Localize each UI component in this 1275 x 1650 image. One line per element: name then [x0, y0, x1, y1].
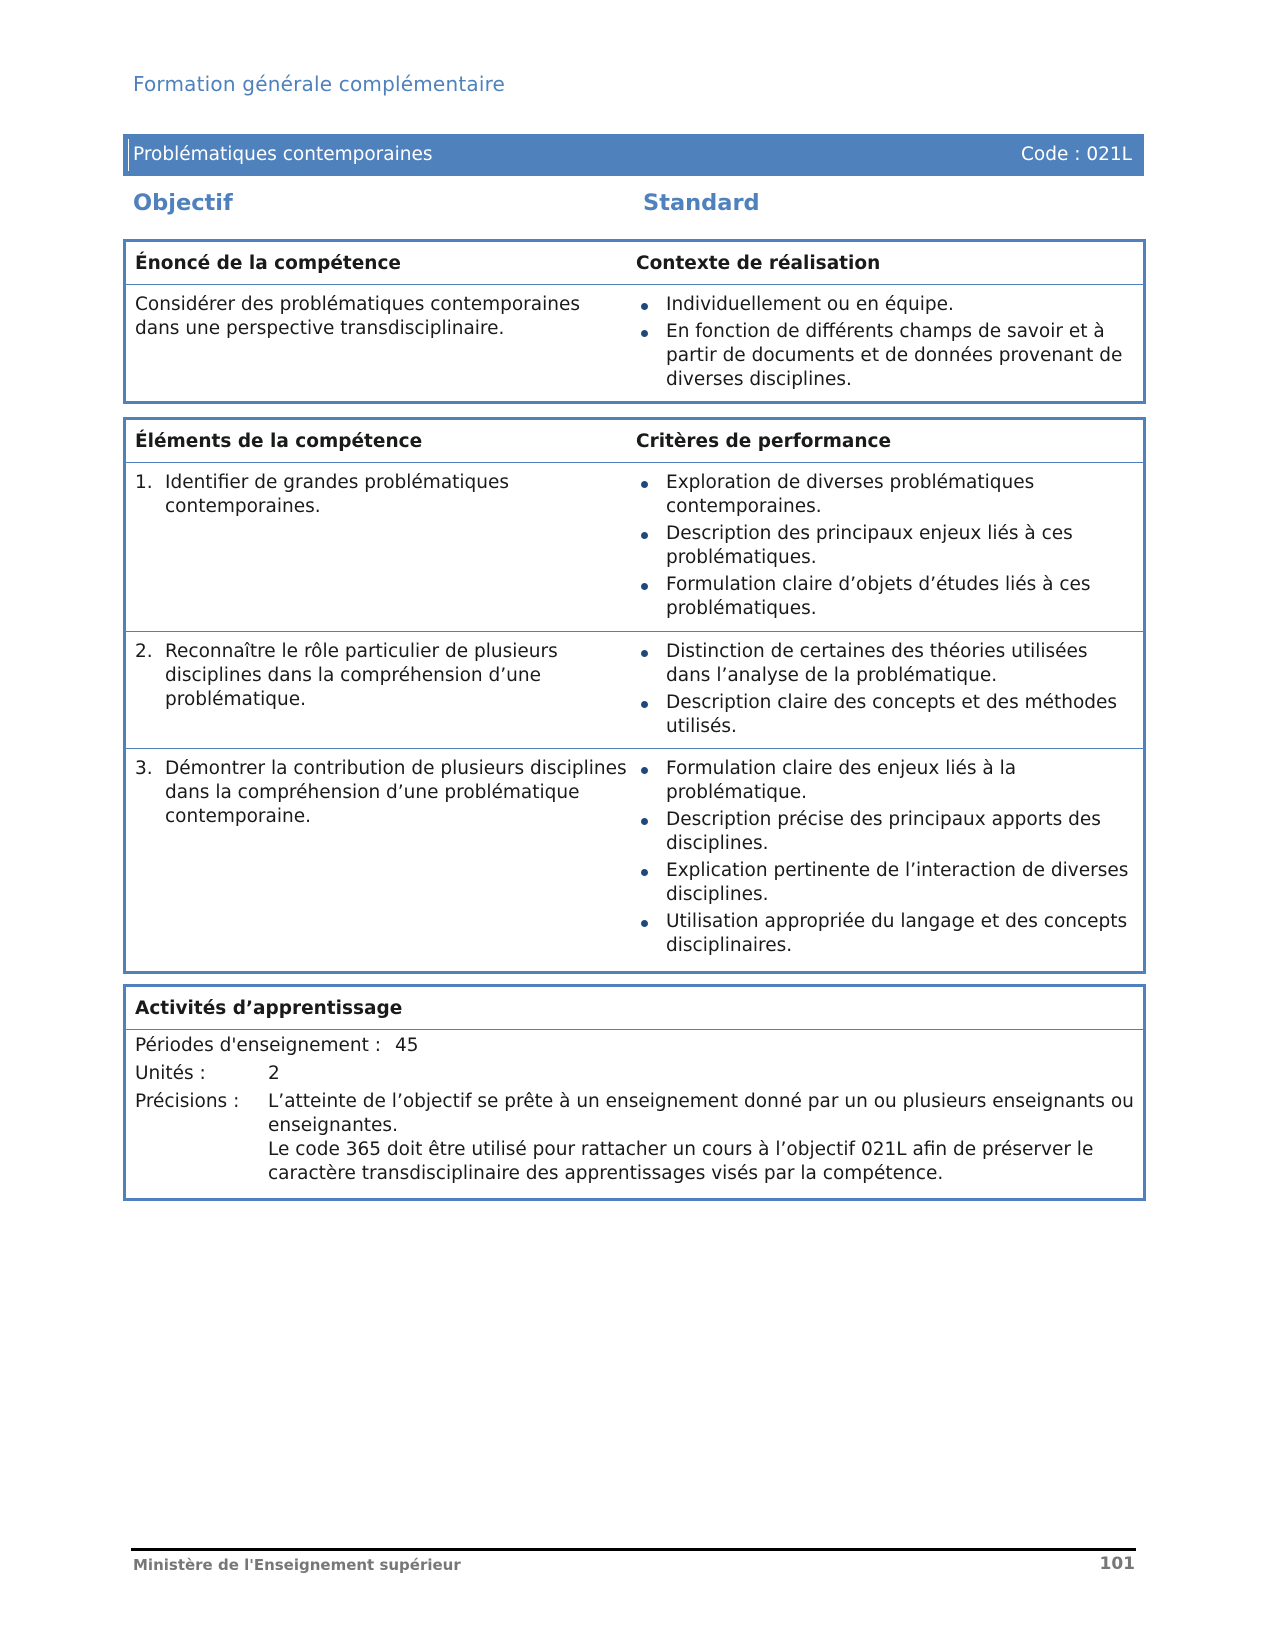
list-item: Formulation claire des enjeux liés à la problématique.	[636, 757, 1133, 805]
criteria-list	[636, 471, 1133, 621]
criteria-header: Critères de performance	[636, 430, 892, 452]
units-value: 2	[268, 1063, 280, 1084]
element-item	[135, 471, 627, 519]
objectif-heading: Objectif	[133, 190, 233, 216]
units-label: Unités :	[135, 1063, 206, 1084]
periods-line	[135, 1034, 1134, 1058]
standard-heading: Standard	[643, 190, 760, 216]
context-list	[636, 293, 1133, 392]
table-header	[126, 420, 1143, 463]
element-text: Reconnaître le rôle particulier de plusieurs disciplines dans la compréhension d’une problématique.	[165, 641, 558, 710]
periods-value: 45	[395, 1035, 419, 1056]
footer-publisher: Ministère de l'Enseignement supérieur	[133, 1556, 461, 1574]
table-row	[126, 285, 1143, 401]
footer-rule	[131, 1548, 1136, 1551]
competence-table	[123, 239, 1146, 404]
criteria-list	[636, 640, 1133, 739]
list-item: Distinction de certaines des théories utilisées dans l’analyse de la problématique.	[636, 640, 1133, 688]
bullet-icon	[636, 320, 666, 392]
periods-label: Périodes d'enseignement :	[135, 1035, 382, 1056]
details-label: Précisions :	[135, 1091, 240, 1112]
units-line	[135, 1062, 1134, 1086]
bullet-icon	[636, 910, 666, 958]
section-title: Formation générale complémentaire	[133, 72, 506, 96]
bullet-icon	[636, 808, 666, 856]
bullet-icon	[636, 859, 666, 907]
element-number: 3.	[135, 758, 153, 779]
elements-header: Éléments de la compétence	[135, 430, 423, 452]
column-headings	[133, 190, 1143, 224]
activities-header: Activités d’apprentissage	[135, 997, 403, 1019]
element-text: Démontrer la contribution de plusieurs disciplines dans la compréhension d’une problématique contemporaine.	[165, 758, 627, 827]
statement-header: Énoncé de la compétence	[135, 252, 401, 274]
list-item: Exploration de diverses problématiques contemporaines.	[636, 471, 1133, 519]
list-item: Individuellement ou en équipe.	[636, 293, 1133, 317]
bullet-icon	[636, 522, 666, 570]
elements-table	[123, 417, 1146, 974]
context-header: Contexte de réalisation	[636, 252, 881, 274]
bullet-icon	[636, 640, 666, 688]
criteria-list	[636, 757, 1133, 958]
activities-body	[126, 1030, 1143, 1198]
course-code: Code : 021L	[1021, 144, 1132, 165]
element-item	[135, 640, 627, 712]
bullet-icon	[636, 573, 666, 621]
course-title-bar	[123, 134, 1144, 176]
table-row	[126, 463, 1143, 631]
activities-table	[123, 984, 1146, 1201]
list-item: Description précise des principaux apports des disciplines.	[636, 808, 1133, 856]
list-item: Description claire des concepts et des méthodes utilisés.	[636, 691, 1133, 739]
bullet-icon	[636, 293, 666, 317]
list-item: Explication pertinente de l’interaction de diverses disciplines.	[636, 859, 1133, 907]
element-number: 2.	[135, 641, 153, 662]
details-paragraph: L’atteinte de l’objectif se prête à un enseignement donné par un ou plusieurs enseignants ou enseignantes.	[268, 1091, 1134, 1136]
element-item	[135, 757, 627, 829]
list-item: Utilisation appropriée du langage et des concepts disciplinaires.	[636, 910, 1133, 958]
details-line	[135, 1090, 1134, 1186]
bullet-icon	[636, 691, 666, 739]
title-bar-accent-line	[128, 139, 129, 171]
table-header	[126, 987, 1143, 1030]
page-number: 101	[1099, 1554, 1135, 1574]
course-title: Problématiques contemporaines	[133, 144, 433, 165]
element-number: 1.	[135, 472, 153, 493]
list-item: Description des principaux enjeux liés à ces problématiques.	[636, 522, 1133, 570]
table-row	[126, 631, 1143, 748]
bullet-icon	[636, 471, 666, 519]
bullet-icon	[636, 757, 666, 805]
competence-statement: Considérer des problématiques contemporaines dans une perspective transdisciplinaire.	[135, 294, 580, 339]
table-header	[126, 242, 1143, 285]
list-item: Formulation claire d’objets d’études liés à ces problématiques.	[636, 573, 1133, 621]
details-paragraph: Le code 365 doit être utilisé pour rattacher un cours à l’objectif 021L afin de préserver le caractère transdisciplinaire des apprentissages visés par la compétence.	[268, 1139, 1094, 1184]
element-text: Identifier de grandes problématiques contemporaines.	[165, 472, 510, 517]
table-row	[126, 748, 1143, 971]
list-item: En fonction de différents champs de savoir et à partir de documents et de données provenant de diverses disciplines.	[636, 320, 1133, 392]
